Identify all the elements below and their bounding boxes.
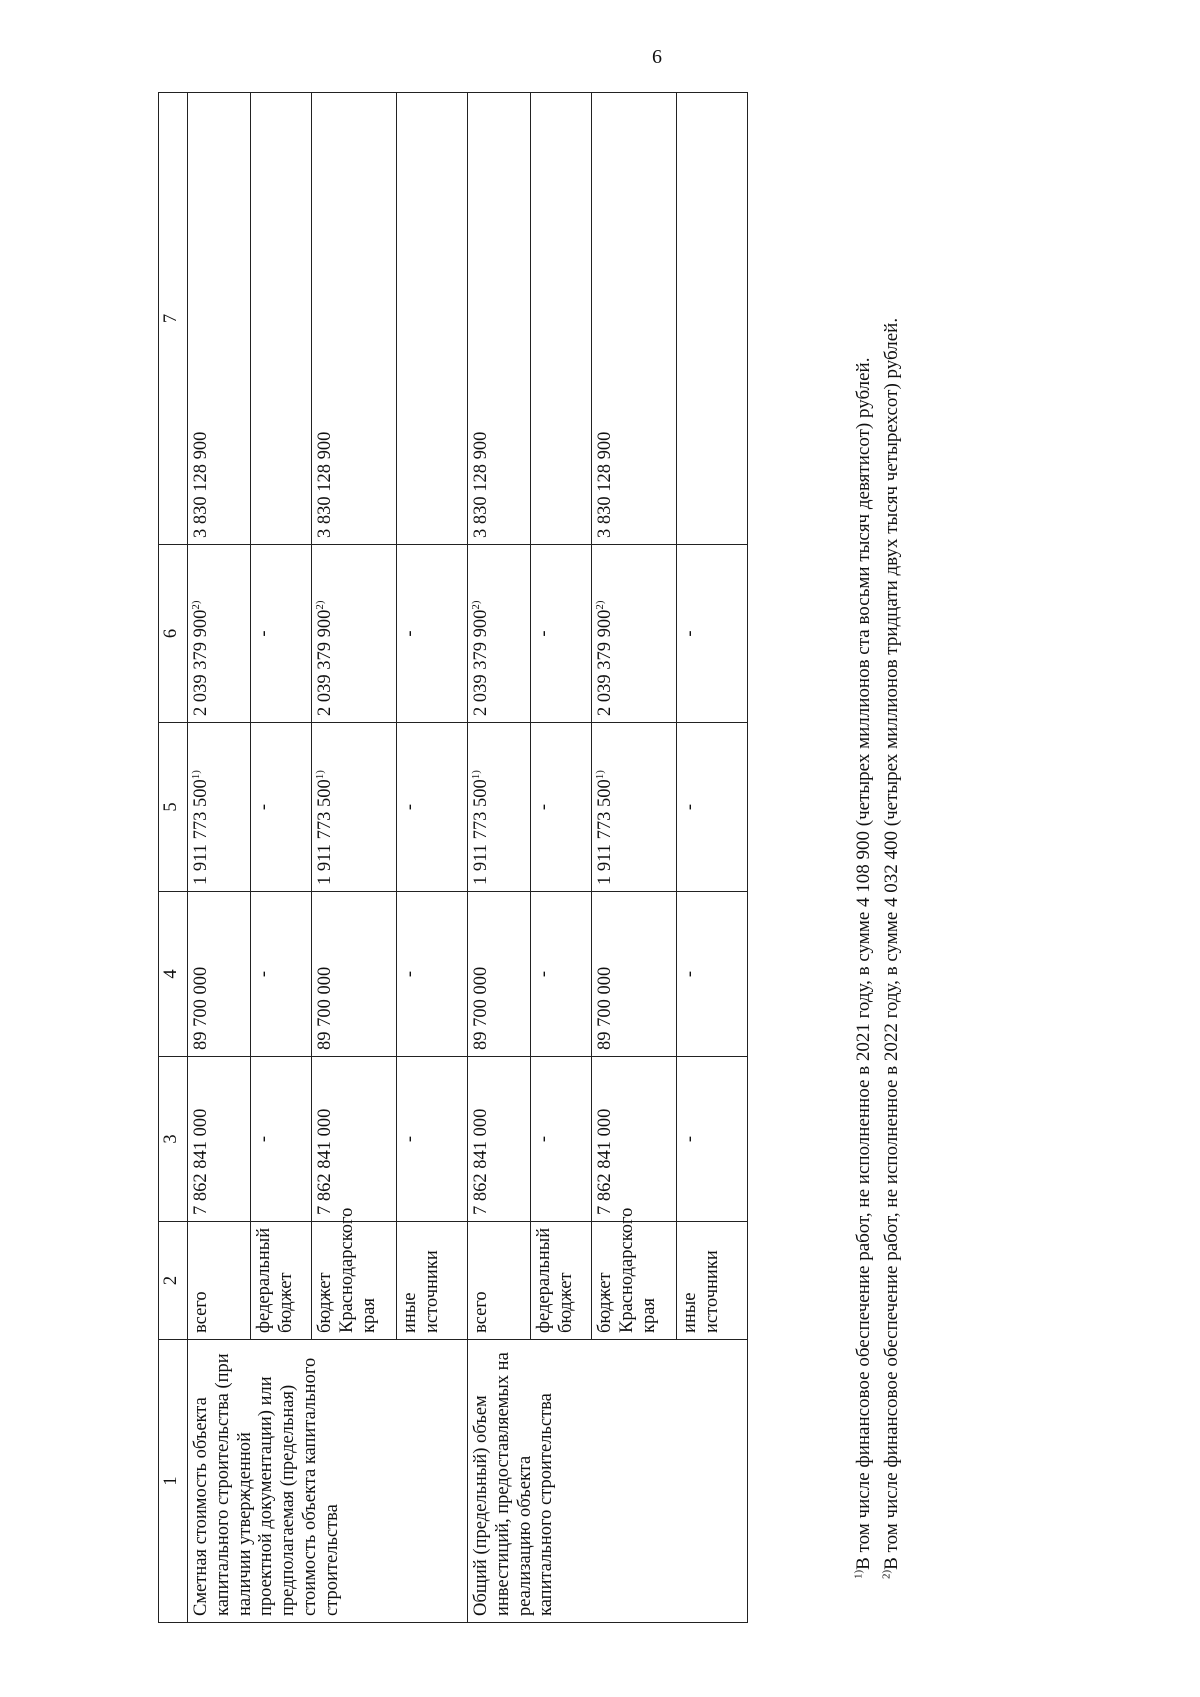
cell-value: - — [397, 723, 468, 892]
cell-value: 89 700 000 — [312, 892, 397, 1057]
cell-value: 7 862 841 000 — [188, 1057, 251, 1222]
cell-value: 3 830 128 900 — [188, 93, 251, 545]
footnote-text: В том числе финансовое обеспечение работ, не исполненное в 2022 году, в сумме 4 032 400 (четырех миллионов тридцати двух тысяч четырехсот) рублей. — [880, 317, 902, 1570]
cell-value: - — [397, 892, 468, 1057]
cell-value: 7 862 841 000 — [468, 1057, 531, 1222]
footnotes — [850, 93, 905, 1623]
footnote-mark: 1) — [469, 770, 482, 780]
footnote-mark: 1) — [593, 770, 606, 780]
footnote-mark: 2) — [593, 600, 606, 610]
footnote-mark: 1) — [852, 1569, 865, 1579]
table-row — [188, 93, 251, 1623]
funding-source: всего — [468, 1222, 531, 1340]
column-header: 6 — [159, 545, 188, 723]
cell-value: 2 039 379 900$^{2)}$ — [592, 545, 677, 723]
funding-source: иные источники — [397, 1222, 468, 1340]
cell-value: - — [251, 545, 312, 723]
cell-value: 1 911 773 500$^{1)}$ — [312, 723, 397, 892]
cell-value: 89 700 000 — [468, 892, 531, 1057]
column-header: 1 — [159, 1340, 188, 1623]
footnote — [850, 93, 878, 1623]
cell-value: - — [677, 723, 748, 892]
funding-table — [158, 92, 748, 1623]
cell-value — [531, 93, 592, 545]
cell-value: 3 830 128 900 — [468, 93, 531, 545]
cell-value: 2 039 379 900$^{2)}$ — [312, 545, 397, 723]
cell-value: - — [397, 545, 468, 723]
column-header: 2 — [159, 1222, 188, 1340]
column-header: 5 — [159, 723, 188, 892]
footnote — [878, 93, 906, 1623]
cell-value: - — [677, 1057, 748, 1222]
cell-value: 1 911 773 500$^{1)}$ — [592, 723, 677, 892]
cell-value: 1 911 773 500$^{1)}$ — [188, 723, 251, 892]
cell-value: - — [251, 723, 312, 892]
column-header: 4 — [159, 892, 188, 1057]
cell-value: 89 700 000 — [188, 892, 251, 1057]
cell-value: 3 830 128 900 — [592, 93, 677, 545]
cell-value: - — [531, 723, 592, 892]
cell-value: - — [251, 892, 312, 1057]
cell-value: 2 039 379 900$^{2)}$ — [468, 545, 531, 723]
row-group-label: Сметная стоимость объекта капитального строительства (при наличии утвержденной проектной документации) или предполагаемая (предельная) стоимость объекта капитального строительства — [188, 1340, 468, 1623]
rotated-content — [158, 93, 942, 1623]
funding-source: иные источники — [677, 1222, 748, 1340]
cell-value: 89 700 000 — [592, 892, 677, 1057]
cell-value: - — [677, 892, 748, 1057]
row-group-label: Общий (предельный) объем инвестиций, предоставляемых на реализацию объекта капитального строительства — [468, 1340, 748, 1623]
cell-value: 3 830 128 900 — [312, 93, 397, 545]
cell-value: - — [531, 545, 592, 723]
footnote-mark: 1) — [189, 770, 202, 780]
cell-value: - — [251, 1057, 312, 1222]
funding-source: федеральный бюджет — [251, 1222, 312, 1340]
cell-value: - — [531, 1057, 592, 1222]
cell-value: 7 862 841 000 — [592, 1057, 677, 1222]
cell-value — [677, 93, 748, 545]
footnote-mark: 2) — [313, 600, 326, 610]
column-header: 3 — [159, 1057, 188, 1222]
cell-value — [251, 93, 312, 545]
funding-source: федеральный бюджет — [531, 1222, 592, 1340]
footnote-mark: 2) — [189, 600, 202, 610]
footnote-mark: 1) — [313, 770, 326, 780]
cell-value: 2 039 379 900$^{2)}$ — [188, 545, 251, 723]
funding-source: всего — [188, 1222, 251, 1340]
footnote-mark: 2) — [469, 600, 482, 610]
funding-source: бюджет Краснодарского края — [592, 1222, 677, 1340]
cell-value: - — [677, 545, 748, 723]
header-row — [159, 93, 188, 1623]
page-number: 6 — [652, 46, 662, 68]
footnote-mark: 2) — [880, 1569, 893, 1579]
cell-value: 7 862 841 000 — [312, 1057, 397, 1222]
table-row — [468, 93, 531, 1623]
footnote-text: В том числе финансовое обеспечение работ, не исполненное в 2021 году, в сумме 4 108 900 (четырех миллионов ста восьми тысяч девятисот) рублей. — [853, 357, 874, 1570]
cell-value: 1 911 773 500$^{1)}$ — [468, 723, 531, 892]
cell-value: - — [531, 892, 592, 1057]
funding-source: бюджет Краснодарского края — [312, 1222, 397, 1340]
column-header: 7 — [159, 93, 188, 545]
cell-value — [397, 93, 468, 545]
cell-value: - — [397, 1057, 468, 1222]
